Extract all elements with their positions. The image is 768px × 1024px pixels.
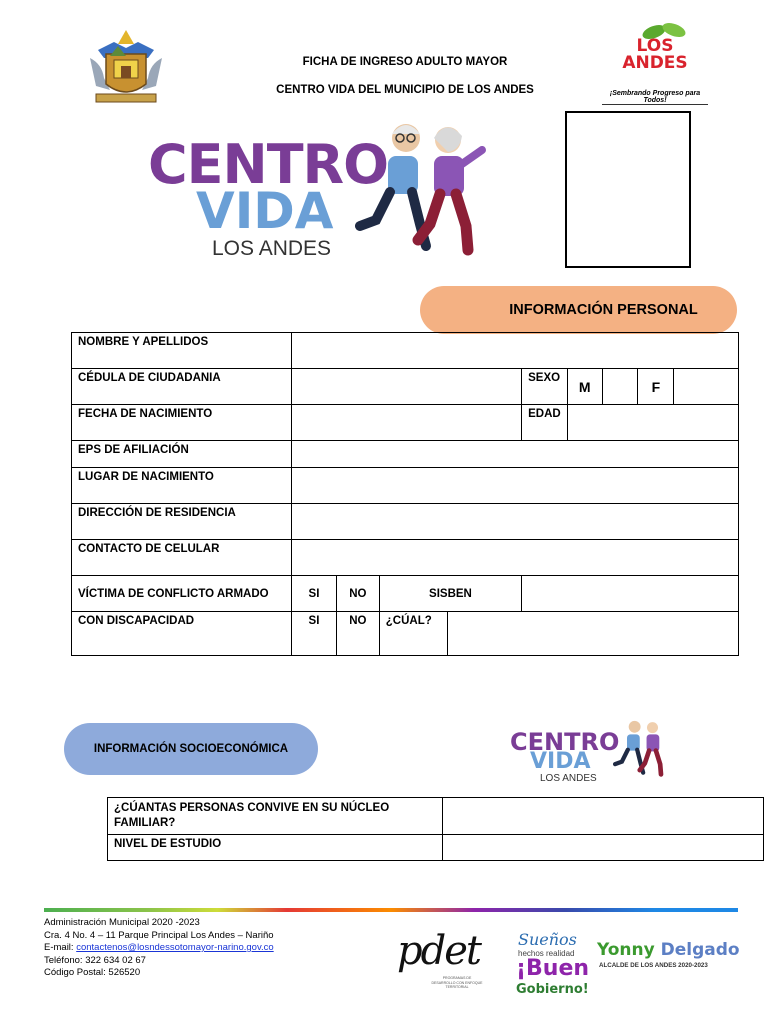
input-cedula[interactable]: [292, 369, 522, 405]
los-andes-logo: [600, 20, 710, 108]
label-sisben: SISBEN: [379, 576, 521, 612]
yonny-delgado-logo: [597, 940, 740, 976]
coat-of-arms-logo: [88, 28, 164, 106]
brand-vida: VIDA: [196, 182, 334, 240]
input-personas-nucleo[interactable]: [442, 798, 763, 835]
input-sisben[interactable]: [522, 576, 739, 612]
centro-vida-brand-small: [510, 724, 680, 790]
centro-vida-brand-large: [148, 133, 508, 268]
suenos-text: Sueños: [518, 930, 577, 949]
gobierno-text: Gobierno!: [516, 982, 589, 997]
option-discapacidad-no[interactable]: NO: [336, 612, 379, 656]
elderly-couple-running-small-icon: [610, 718, 678, 784]
input-cual[interactable]: [447, 612, 738, 656]
option-f: F: [638, 369, 674, 405]
hechos-text: hechos realidad: [518, 949, 575, 958]
input-edad[interactable]: [567, 405, 738, 441]
option-victima-si[interactable]: SI: [292, 576, 337, 612]
label-contacto: CONTACTO DE CELULAR: [72, 540, 292, 576]
footer-contact: [44, 917, 274, 980]
section-personal-title: [420, 286, 737, 334]
brand-small-vida: VIDA: [530, 749, 591, 774]
footer-phone: Teléfono: 322 634 02 67: [44, 954, 146, 966]
buen-gobierno-logo: [514, 930, 590, 1004]
footer-postal: Código Postal: 526520: [44, 967, 141, 978]
label-nombre: NOMBRE Y APELLIDOS: [72, 333, 292, 369]
label-victima: VÍCTIMA DE CONFLICTO ARMADO: [72, 576, 292, 612]
pdet-caption: PROGRAMAS DE DESARROLLO CON ENFOQUE TERRITORIAL: [431, 976, 483, 989]
pdet-logo: [397, 928, 487, 994]
checkbox-f[interactable]: [674, 369, 739, 405]
pdet-logo-text: pdet: [397, 928, 480, 974]
label-nivel-estudio: NIVEL DE ESTUDIO: [108, 835, 443, 861]
yonny-first: Yonny: [597, 940, 655, 960]
label-cedula: CÉDULA DE CIUDADANIA: [72, 369, 292, 405]
footer-email-label: E-mail:: [44, 942, 77, 953]
brand-small-centro: CENTRO: [510, 728, 620, 756]
label-personas-nucleo: ¿CÚANTAS PERSONAS CONVIVE EN SU NÚCLEO FAMILIAR?: [108, 798, 443, 835]
buen-text: ¡Buen: [516, 956, 590, 981]
los-andes-slogan: ¡Sembrando Progreso para Todos!: [602, 90, 708, 105]
brand-los-andes: LOS ANDES: [212, 237, 332, 260]
section-socio-title-text: INFORMACIÓN SOCIOECONÓMICA: [93, 743, 289, 755]
document-subtitle: CENTRO VIDA DEL MUNICIPIO DE LOS ANDES: [276, 84, 534, 96]
option-m: M: [567, 369, 602, 405]
elderly-couple-running-icon: [348, 120, 508, 270]
input-eps[interactable]: [292, 441, 739, 468]
checkbox-m[interactable]: [602, 369, 638, 405]
input-lugar-nacimiento[interactable]: [292, 468, 739, 504]
label-fecha-nacimiento: FECHA DE NACIMIENTO: [72, 405, 292, 441]
label-eps: EPS DE AFILIACIÓN: [72, 441, 292, 468]
label-lugar-nacimiento: LUGAR DE NACIMIENTO: [72, 468, 292, 504]
input-fecha-nacimiento[interactable]: [292, 405, 522, 441]
document-title: FICHA DE INGRESO ADULTO MAYOR: [302, 56, 508, 68]
photo-box: [565, 111, 691, 268]
input-nivel-estudio[interactable]: [442, 835, 763, 861]
input-contacto[interactable]: [292, 540, 739, 576]
footer-email-line: [44, 942, 274, 955]
los-andes-logo-text: LOS ANDES: [622, 36, 688, 73]
alcalde-text: ALCALDE DE LOS ANDES 2020-2023: [599, 962, 708, 969]
label-discapacidad: CON DISCAPACIDAD: [72, 612, 292, 656]
label-direccion: DIRECCIÓN DE RESIDENCIA: [72, 504, 292, 540]
footer-color-bar: [44, 908, 738, 912]
input-nombre[interactable]: [292, 333, 739, 369]
footer-email-link[interactable]: contactenos@losndessotomayor-narino.gov.co: [76, 942, 274, 953]
footer-admin: Administración Municipal 2020 -2023: [44, 917, 200, 928]
personal-info-table: [71, 332, 739, 656]
brand-centro: CENTRO: [148, 133, 389, 196]
section-personal-title-text: INFORMACIÓN PERSONAL: [509, 302, 698, 318]
label-cual: ¿CÚAL?: [379, 612, 447, 656]
option-discapacidad-si[interactable]: SI: [292, 612, 337, 656]
yonny-text: [597, 940, 740, 960]
yonny-last: Delgado: [660, 940, 740, 960]
brand-small-los-andes: LOS ANDES: [540, 773, 597, 784]
label-sexo: SEXO: [522, 369, 568, 405]
section-socio-title: [64, 723, 318, 775]
option-victima-no[interactable]: NO: [336, 576, 379, 612]
footer-address: Cra. 4 No. 4 – 11 Parque Principal Los Andes – Nariño: [44, 929, 274, 941]
input-direccion[interactable]: [292, 504, 739, 540]
label-edad: EDAD: [522, 405, 568, 441]
socio-info-table: [107, 797, 764, 861]
